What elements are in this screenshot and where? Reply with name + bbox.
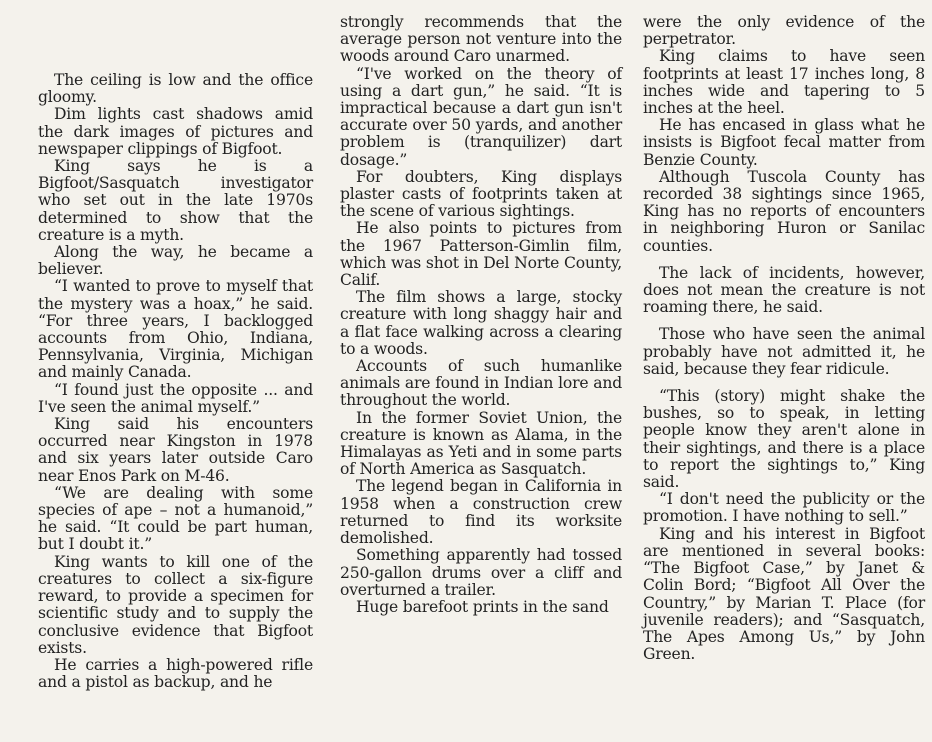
paragraph: The lack of incidents, however, does not mean the creature is not roaming there, he said. <box>643 263 925 317</box>
paragraph: The ceiling is low and the office gloomy. <box>38 71 313 107</box>
paragraph: Dim lights cast shadows amid the dark images of pictures and newspaper clippings of Bigfoot. <box>38 105 313 158</box>
paragraph: Along the way, he became a believer. <box>38 243 313 279</box>
paragraph: King and his interest in Bigfoot are mentioned in several books: “The Bigfoot Case,” by Janet & Colin Bord; “Bigfoot All Over the Country,” by Marian T. Place (for juvenile readers); and “Sasquatch, The Apes Among Us,” by John Green. <box>643 524 925 664</box>
paragraph: Those who have seen the animal probably have not admitted it, he said, because they fear ridicule. <box>643 325 925 378</box>
paragraph: “This (story) might shake the bushes, so to speak, in letting people know they aren't alone in their sightings, and there is a place to report the sightings to,” King said. <box>643 387 925 492</box>
paragraph: He carries a high-powered rifle and a pistol as backup, and he <box>38 655 313 692</box>
paragraph: strongly recommends that the average person not venture into the woods around Caro unarmed. <box>340 13 622 66</box>
paragraph: King said his encounters occurred near Kingston in 1978 and six years later outside Caro near Enos Park on M-46. <box>38 415 313 485</box>
article-column-3 <box>643 14 925 663</box>
article-column-1 <box>38 72 313 691</box>
paragraph: King says he is a Bigfoot/Sasquatch investigator who set out in the late 1970s determined to show that the creature is a myth. <box>38 157 313 244</box>
paragraph: “I found just the opposite ... and I've seen the animal myself.” <box>38 380 313 416</box>
paragraph: King claims to have seen footprints at least 17 inches long, 8 inches wide and tapering to 5 inches at the heel. <box>643 47 925 118</box>
paragraph: In the former Soviet Union, the creature is known as Alama, in the Himalayas as Yeti and in some parts of North America as Sasquatch. <box>340 408 622 479</box>
paragraph: “We are dealing with some species of ape – not a humanoid,” he said. “It could be part human, but I doubt it.” <box>38 483 313 554</box>
paragraph: were the only evidence of the perpetrator. <box>643 13 925 49</box>
paragraph: He has encased in glass what he insists is Bigfoot fecal matter from Benzie County. <box>643 116 925 169</box>
paragraph: Although Tuscola County has recorded 38 sightings since 1965, King has no reports of encounters in neighboring Huron or Sanilac counties. <box>643 167 925 255</box>
paragraph: Something apparently had tossed 250-gallon drums over a cliff and overturned a trailer. <box>340 546 622 599</box>
paragraph: “I don't need the publicity or the promotion. I have nothing to sell.” <box>643 490 925 526</box>
paragraph: He also points to pictures from the 1967 Patterson-Gimlin film, which was shot in Del Norte County, Calif. <box>340 219 622 290</box>
paragraph: “I wanted to prove to myself that the mystery was a hoax,” he said. “For three years, I backlogged accounts from Ohio, Indiana, Pennsylvania, Virginia, Michigan and mainly Canada. <box>38 277 313 382</box>
paragraph: “I've worked on the theory of using a dart gun,” he said. “It is impractical because a dart gun isn't accurate over 50 yards, and another problem is (tranquilizer) dart dosage.” <box>340 64 622 169</box>
paragraph: Huge barefoot prints in the sand <box>356 597 609 616</box>
paragraph: The legend began in California in 1958 when a construction crew returned to find its worksite demolished. <box>340 477 622 548</box>
paragraph: King wants to kill one of the creatures to collect a six-figure reward, to provide a specimen for scientific study and to supply the conclusive evidence that Bigfoot exists. <box>38 552 313 657</box>
paragraph: Accounts of such humanlike animals are found in Indian lore and throughout the world. <box>340 357 622 410</box>
paragraph: For doubters, King displays plaster casts of footprints taken at the scene of various sightings. <box>340 167 622 221</box>
article-column-2 <box>340 14 622 616</box>
paragraph: The film shows a large, stocky creature with long shaggy hair and a flat face walking across a clearing to a woods. <box>340 288 622 358</box>
